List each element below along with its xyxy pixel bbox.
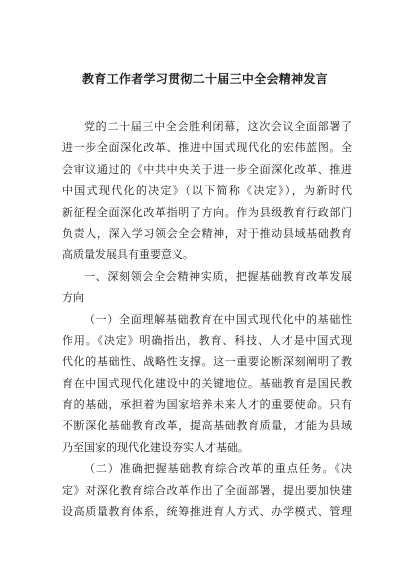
paragraph-line: 不断深化基础教育改革，提高基础教育质量，才能为县域: [62, 419, 352, 433]
paragraph-line: 作用。《决定》明确指出，教育、科技、人才是中国式现: [62, 333, 352, 347]
paragraph-line: 党的二十届三中全会胜利闭幕，这次会议全面部署了: [84, 120, 352, 133]
document-title: 教育工作者学习贯彻二十届三中全会精神发言: [81, 72, 328, 86]
paragraph-line: 负责人，深入学习领会全会精神，对于推动县域基础教育: [62, 226, 352, 240]
paragraph-line: 育的基础，承担着为国家培养未来人才的重要使命。只有: [62, 398, 352, 412]
paragraph-line: 育在中国式现代化建设中的关键地位。基础教育是国民教: [62, 376, 352, 390]
paragraph-line: （二）准确把握基础教育综合改革的重点任务。《决: [84, 462, 352, 476]
paragraph-line: 乃至国家的现代化建设夯实人才基础。: [62, 440, 249, 454]
paragraph-line: 定》对深化教育综合改革作出了全面部署，提出要加快建: [62, 483, 352, 497]
document-body: [62, 116, 352, 522]
paragraph-line: 新征程全面深化改革指明了方向。作为县级教育行政部门: [62, 205, 352, 219]
paragraph-line: 设高质量教育体系，统筹推进育人方式、办学模式、管理: [62, 505, 352, 519]
paragraph-line: 代化的基础性、战略性支撑。这一重要论断深刻阐明了教: [62, 355, 352, 369]
paragraph-line: 方向: [62, 291, 84, 305]
paragraph-line: 高质量发展具有重要意义。: [62, 248, 194, 262]
paragraph-line: 进一步全面深化改革、推进中国式现代化的宏伟蓝图。全: [62, 141, 352, 155]
paragraph-line: 会审议通过的《中共中央关于进一步全面深化改革、推进: [62, 162, 352, 176]
paragraph-line: （一）全面理解基础教育在中国式现代化中的基础性: [84, 312, 352, 326]
paragraph-line: 中国式现代化的决定》（以下简称《决定》），为新时代: [62, 184, 352, 198]
paragraph-line: 一、深刻领会全会精神实质，把握基础教育改革发展: [84, 269, 352, 283]
